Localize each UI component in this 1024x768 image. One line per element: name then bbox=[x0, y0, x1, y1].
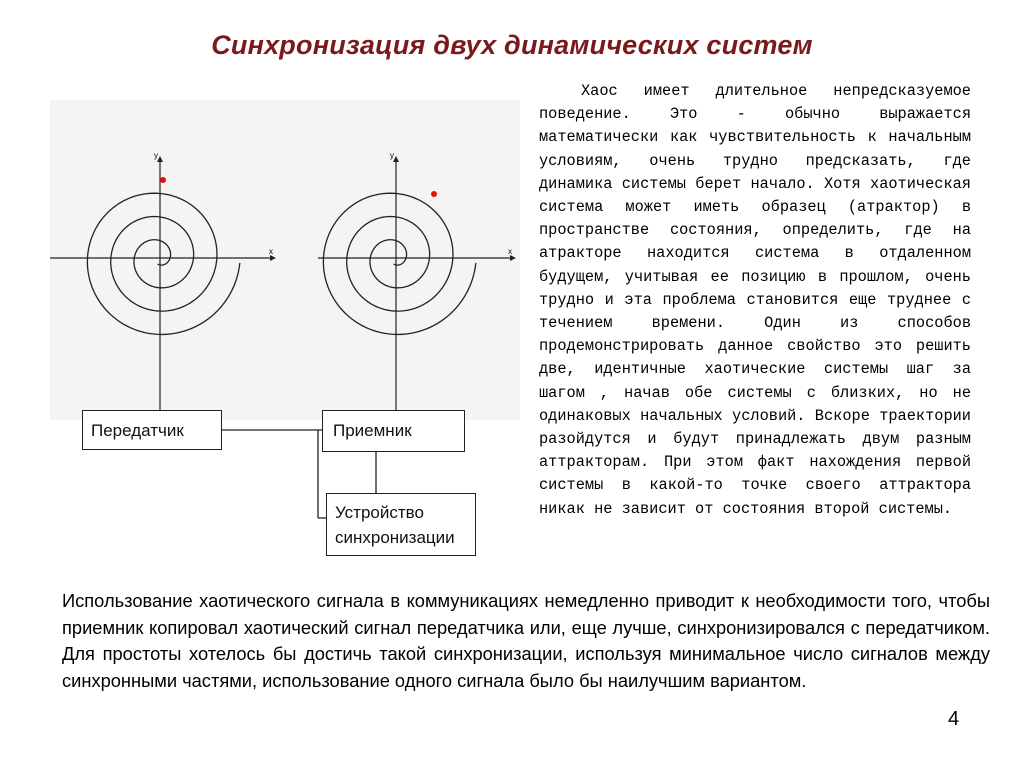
slide-title: Синхронизация двух динамических систем bbox=[211, 30, 813, 60]
receiver-box bbox=[322, 410, 465, 452]
right-y-label: y bbox=[390, 151, 394, 160]
chaos-paragraph: Хаос имеет длительное непредсказуемое поведение. Это - обычно выражается математически как чувствительность к начальным условиям, очень трудно предсказать, где динамика системы берет начало. Хотя хаотическая система может иметь образец (атрактор) в пространстве состояния, определить, где на атракторе находится система в отдаленном будущем, учитывая ее позицию в прошлом, очень трудно и эта проблема становится еще труднее с течением времени. Один из способов продемонстрировать данное свойство это решить две, идентичные хаотические системы шаг за шагом , начав обе системы с близких, но не одинаковых начальных условий. Вскоре траектории разойдутся и будут принадлежать двум разным аттракторам. При этом факт нахождения первой системы в какой-то точке своего аттрактора никак не зависит от состояния второй системы. bbox=[539, 82, 971, 518]
receiver-label: Приемник bbox=[333, 421, 412, 440]
sync-device-box bbox=[326, 493, 476, 556]
left-x-label: x bbox=[269, 247, 273, 256]
right-x-label: x bbox=[508, 247, 512, 256]
chaos-description bbox=[539, 80, 971, 521]
synchronization-paragraph: Использование хаотического сигнала в коммуникациях немедленно приводит к необходимости того, чтобы приемник копировал хаотический сигнал передатчика или, еще лучше, синхронизировался с передатчиком. Для простоты хотелось бы достичь такой синхронизации, используя минимальное число сигналов между синхронными частями, использование одного сигнала было бы наилучшим вариантом. bbox=[62, 590, 990, 691]
sync-device-label: Устройство синхронизации bbox=[335, 503, 455, 547]
transmitter-label: Передатчик bbox=[91, 421, 184, 440]
transmitter-box bbox=[82, 410, 222, 450]
left-y-label: y bbox=[154, 151, 158, 160]
page-number: 4 bbox=[948, 708, 960, 730]
